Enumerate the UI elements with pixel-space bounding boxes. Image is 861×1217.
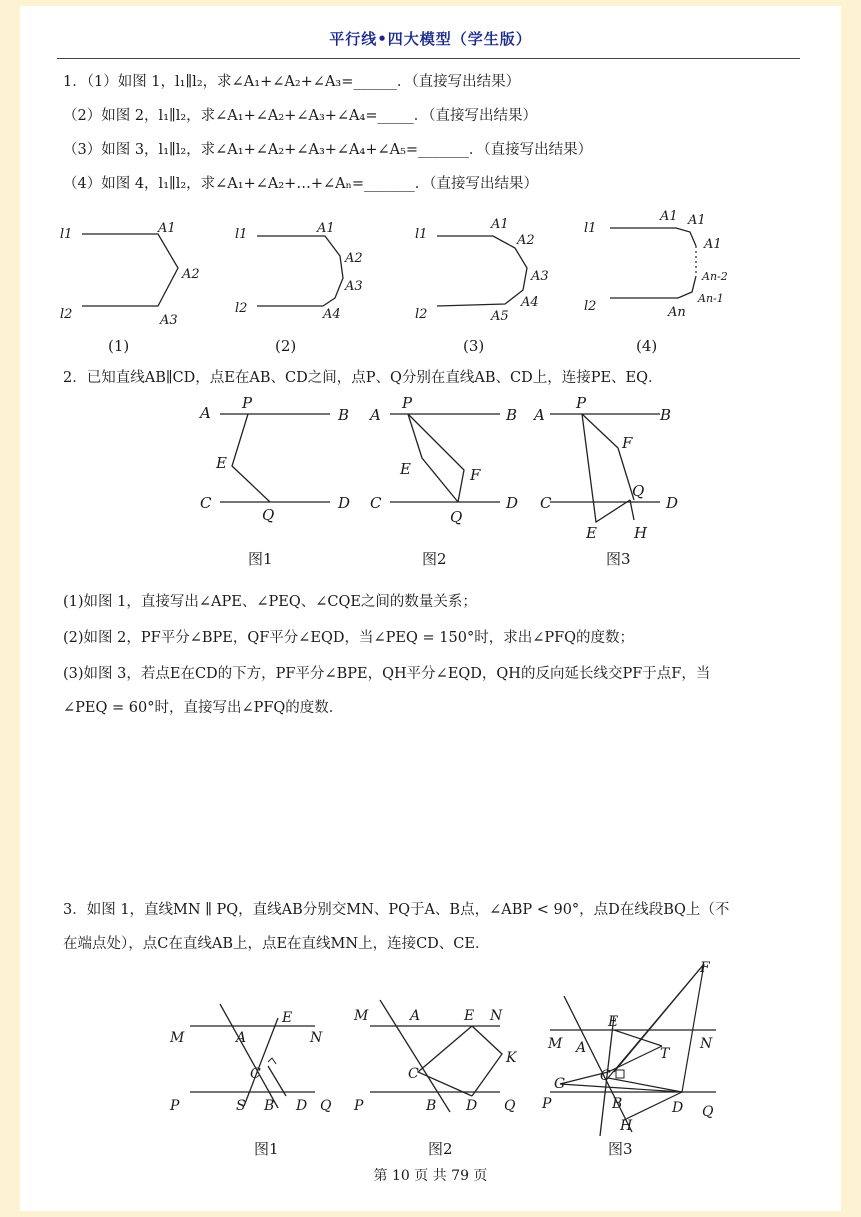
q1-line-1: 1．（1）如图 1，l₁∥l₂，求∠A₁+∠A₂+∠A₃=______．（直接写出结果）: [63, 74, 521, 90]
point-e: E: [282, 1010, 293, 1026]
point-d: D: [338, 494, 351, 512]
q2-fig1-caption: 图1: [248, 550, 273, 568]
q1-fig1-caption: (1): [108, 337, 130, 355]
point-d: D: [466, 1098, 478, 1114]
q2-part-1: (1)如图 1，直接写出∠APE、∠PEQ、∠CQE之间的数量关系；: [63, 594, 477, 610]
point-p: P: [576, 394, 587, 412]
point-q: Q: [504, 1098, 516, 1114]
point-b: B: [264, 1098, 275, 1114]
label-an-2: An-2: [702, 270, 728, 283]
label-a1: A1: [317, 221, 335, 236]
point-h: H: [620, 1118, 633, 1134]
point-q: Q: [262, 506, 275, 524]
q1-line-4: （4）如图 4，l₁∥l₂，求∠A₁+∠A₂+…+∠Aₙ=_______．（直接写出结果）: [63, 176, 539, 192]
point-m: M: [354, 1008, 369, 1024]
point-g: G: [554, 1076, 566, 1092]
q3-fig1-caption: 图1: [254, 1140, 279, 1158]
q2-part-2: (2)如图 2，PF平分∠BPE，QF平分∠EQD，当∠PEQ = 150°时，求出∠PFQ的度数；: [63, 630, 635, 646]
point-p: P: [170, 1098, 180, 1114]
point-d: D: [506, 494, 519, 512]
label-a3: A3: [531, 269, 549, 284]
q1-fig2-caption: (2): [275, 337, 297, 355]
point-p: P: [542, 1096, 552, 1112]
point-c: C: [200, 494, 212, 512]
point-d: D: [296, 1098, 308, 1114]
point-e: E: [464, 1008, 475, 1024]
label-l1: l1: [584, 221, 597, 236]
point-h: H: [634, 524, 648, 542]
point-n: N: [310, 1030, 323, 1046]
q3-stem-line-1: 3．如图 1，直线MN ∥ PQ，直线AB分别交MN、PQ于A、B点，∠ABP < 90°，点D在线段BQ上（不: [63, 902, 730, 918]
label-a1: A1: [688, 213, 706, 228]
point-e: E: [608, 1014, 619, 1030]
point-d: D: [672, 1100, 684, 1116]
point-c: C: [408, 1066, 419, 1082]
q2-part-3-line-2: ∠PEQ = 60°时，直接写出∠PFQ的度数．: [63, 700, 344, 716]
q3-figure-1: [160, 996, 340, 1170]
point-b: B: [612, 1096, 623, 1112]
label-a1: A1: [158, 221, 176, 236]
page-footer: 第 10 页 共 79 页: [373, 1168, 488, 1184]
label-a2: A2: [182, 267, 200, 282]
q3-stem-line-2: 在端点处），点C在直线AB上，点E在直线MN上，连接CD、CE．: [63, 936, 490, 952]
q1-line-3: （3）如图 3，l₁∥l₂，求∠A₁+∠A₂+∠A₃+∠A₄+∠A₅=_______．（直接写出结果）: [63, 142, 593, 158]
point-b: B: [338, 406, 350, 424]
point-m: M: [548, 1036, 563, 1052]
label-a1: A1: [660, 209, 678, 224]
point-q: Q: [450, 508, 463, 526]
q2-part-3-line-1: (3)如图 3，若点E在CD的下方，PF平分∠BPE，QH平分∠EQD，QH的反向延长线交PF于点F，当: [63, 666, 711, 682]
q1-fig4-caption: (4): [636, 337, 658, 355]
point-e: E: [400, 460, 411, 478]
worksheet-page: [20, 6, 841, 1211]
q1-fig3-caption: (3): [463, 337, 485, 355]
point-c: C: [600, 1068, 611, 1084]
point-a: A: [236, 1030, 247, 1046]
label-a4: A4: [323, 307, 341, 322]
point-a: A: [200, 404, 211, 422]
label-a1: A1: [704, 237, 722, 252]
label-l2: l2: [415, 307, 428, 322]
point-d: D: [666, 494, 679, 512]
point-c: C: [250, 1066, 261, 1082]
point-p: P: [242, 394, 253, 412]
label-a2: A2: [517, 233, 535, 248]
q3-figure-2: [340, 996, 520, 1170]
label-an-1: An-1: [698, 292, 724, 305]
point-a: A: [370, 406, 381, 424]
label-a3: A3: [345, 279, 363, 294]
header-rule: [57, 58, 800, 59]
q2-figure-1: [190, 390, 350, 574]
point-b: B: [426, 1098, 437, 1114]
point-n: N: [490, 1008, 503, 1024]
point-e: E: [586, 524, 597, 542]
q2-figure-2: [360, 390, 520, 574]
q1-line-2: （2）如图 2，l₁∥l₂，求∠A₁+∠A₂+∠A₃+∠A₄=_____．（直接写出结果）: [63, 108, 537, 124]
q2-figure-3: [520, 390, 690, 574]
point-q: Q: [320, 1098, 332, 1114]
point-n: N: [700, 1036, 713, 1052]
point-p: P: [354, 1098, 364, 1114]
point-b: B: [660, 406, 672, 424]
label-an: An: [668, 305, 686, 320]
label-l1: l1: [60, 227, 73, 242]
point-e: E: [216, 454, 227, 472]
point-c: C: [540, 494, 552, 512]
point-p: P: [402, 394, 413, 412]
page-title: 平行线•四大模型（学生版）: [329, 30, 532, 48]
q3-fig2-caption: 图2: [428, 1140, 453, 1158]
label-a4: A4: [521, 295, 539, 310]
label-l2: l2: [60, 307, 73, 322]
q1-figure-2: [225, 206, 395, 360]
q3-fig3-caption: 图3: [608, 1140, 633, 1158]
point-m: M: [170, 1030, 185, 1046]
q2-stem: 2．已知直线AB∥CD，点E在AB、CD之间，点P、Q分别在直线AB、CD上，连接PE、EQ．: [63, 370, 663, 386]
q2-fig2-caption: 图2: [422, 550, 447, 568]
label-a1: A1: [491, 217, 509, 232]
label-a2: A2: [345, 251, 363, 266]
point-f: F: [622, 434, 633, 452]
q2-fig3-caption: 图3: [606, 550, 631, 568]
point-s: S: [236, 1098, 246, 1114]
q3-figure-3: [520, 956, 720, 1170]
label-l2: l2: [235, 301, 248, 316]
point-a: A: [576, 1040, 587, 1056]
label-l2: l2: [584, 299, 597, 314]
q1-figure-3: [405, 206, 575, 360]
label-l1: l1: [415, 227, 428, 242]
label-a3: A3: [160, 313, 178, 328]
point-c: C: [370, 494, 382, 512]
point-q: Q: [702, 1104, 714, 1120]
point-b: B: [506, 406, 518, 424]
label-l1: l1: [235, 227, 248, 242]
point-q: Q: [632, 482, 645, 500]
q1-figure-4: [580, 206, 760, 360]
point-f: F: [700, 960, 710, 976]
point-a: A: [410, 1008, 421, 1024]
point-k: K: [506, 1050, 517, 1066]
point-a: A: [534, 406, 545, 424]
label-a5: A5: [491, 309, 509, 324]
point-f: F: [470, 466, 481, 484]
q1-figure-1: [50, 206, 220, 360]
point-t: T: [660, 1046, 670, 1062]
